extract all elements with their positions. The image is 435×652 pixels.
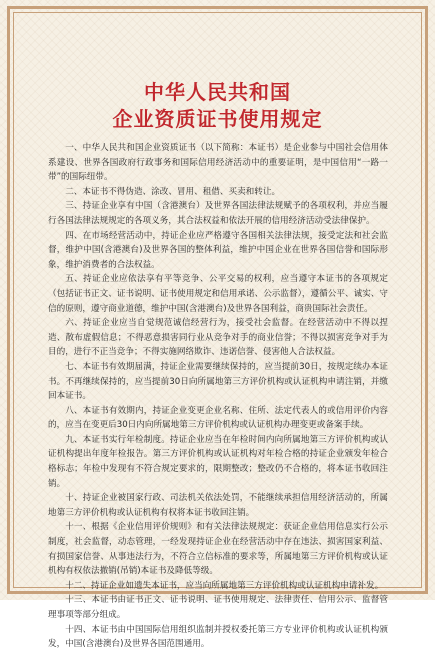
clause-3: 三、持证企业享有中国（含港澳台）及世界各国法律法规赋予的各项权利，并应当履行各国法律法规规定的各项义务，其合法权益和依法开展的信用经济活动受法律保护。 — [48, 201, 388, 226]
clause-6: 六、持证企业应当自觉规范诚信经营行为，接受社会监督。在经营活动中不得以捏造、散布虚假信息；不得恶意损害同行业从竞争对手的商业信誉；不得以损害竞争对手为目的，进行不正当竞争；不得实施网络欺诈、违诺信誉、侵害他人合法权益。 — [48, 318, 388, 358]
clause-9: 九、本证书实行年检制度。持证企业应当在年检时间内向所属地第三方评价机构或认证机构提出年度年检报告。第三方评价机构或认证机构对年检合格的持证企业颁发年检合格标志；年检中发现有不符合规定要求的，限期整改；整改仍不合格的，将本证书收回注销。 — [48, 434, 388, 489]
clause-12: 十二、持证企业如遗失本证书，应当向所属地第三方评价机构或认证机构申请补发。 — [65, 580, 384, 591]
clause-1: 一、中华人民共和国企业资质证书（以下简称：本证书）是企业参与中国社会信用体系建设、世界各国政府行政事务和国际信用经济活动中的重要证明，是中国信用“一路一带”的国际纽带。 — [48, 143, 388, 183]
clause-14: 十四、本证书由中国国际信用组织监制并授权委托第三方专业评价机构或认证机构颁发，中国(含港澳台)及世界各国范围通用。 — [48, 624, 388, 650]
rules-content — [48, 141, 388, 652]
title-line-1: 中华人民共和国 — [144, 80, 291, 104]
title-line-2: 企业资质证书使用规定 — [112, 107, 323, 131]
clause-8: 八、本证书有效期内，持证企业变更企业名称、住所、法定代表人的或信用评价内容的，应当在变更后30日内向所属地第三方评价机构或认证机构办理变更或备案手续。 — [48, 405, 388, 431]
clause-13: 十三、本证书由证书正文、证书说明、证书使用规定、法律责任、信用公示、监督管理事项等部分组成。 — [48, 595, 388, 620]
clause-10: 十、持证企业被国家行政、司法机关依法处罚，不能继续承担信用经济活动的，所属地第三方评价机构或认证机构有权将本证书收回注销。 — [48, 493, 388, 518]
clause-7: 七、本证书有效期届满，持证企业需要继续保持的，应当提前30日，按规定续办本证书。不再继续保持的，应当提前30日向所属地第三方评价机构或认证机构申请注销，并缴回本证书。 — [48, 361, 388, 402]
clause-4: 四、在市场经营活动中，持证企业应严格遵守各国相关法律法规，接受定法和社会监督，维护中国(含港澳台)及世界各国的整体利益，维护中国企业在世界各国信誉和国际形象，维护消费者的合法权益。 — [48, 230, 388, 270]
clause-2: 二、本证书不得伪造、涂改、冒用、租借、买卖和转让。 — [65, 186, 281, 197]
clause-5: 五、持证企业应依法享有平等竞争、公平交易的权利，应当遵守本证书的各项规定（包括证书正文、证书说明、证书使用规定和信用承诺、公示监督），遵循公平、诚实、守信的原则，遵守商业道德，维护中国(含港澳台)及世界各国利益，商贵国际社会责任。 — [48, 274, 388, 314]
clause-11: 十一、根据《企业信用评价规则》和有关法律法规规定：获证企业信用信息实行公示制度，社会监督，动态管理，一经发现持证企业在经营活动中存在违法、损害国家利益、有损国家信誉、从事违法行为，不符合立信标准的要求等，所属地第三方评价机构或认证机构有权依法撤销(吊销)本证书及降低等级。 — [48, 522, 388, 577]
